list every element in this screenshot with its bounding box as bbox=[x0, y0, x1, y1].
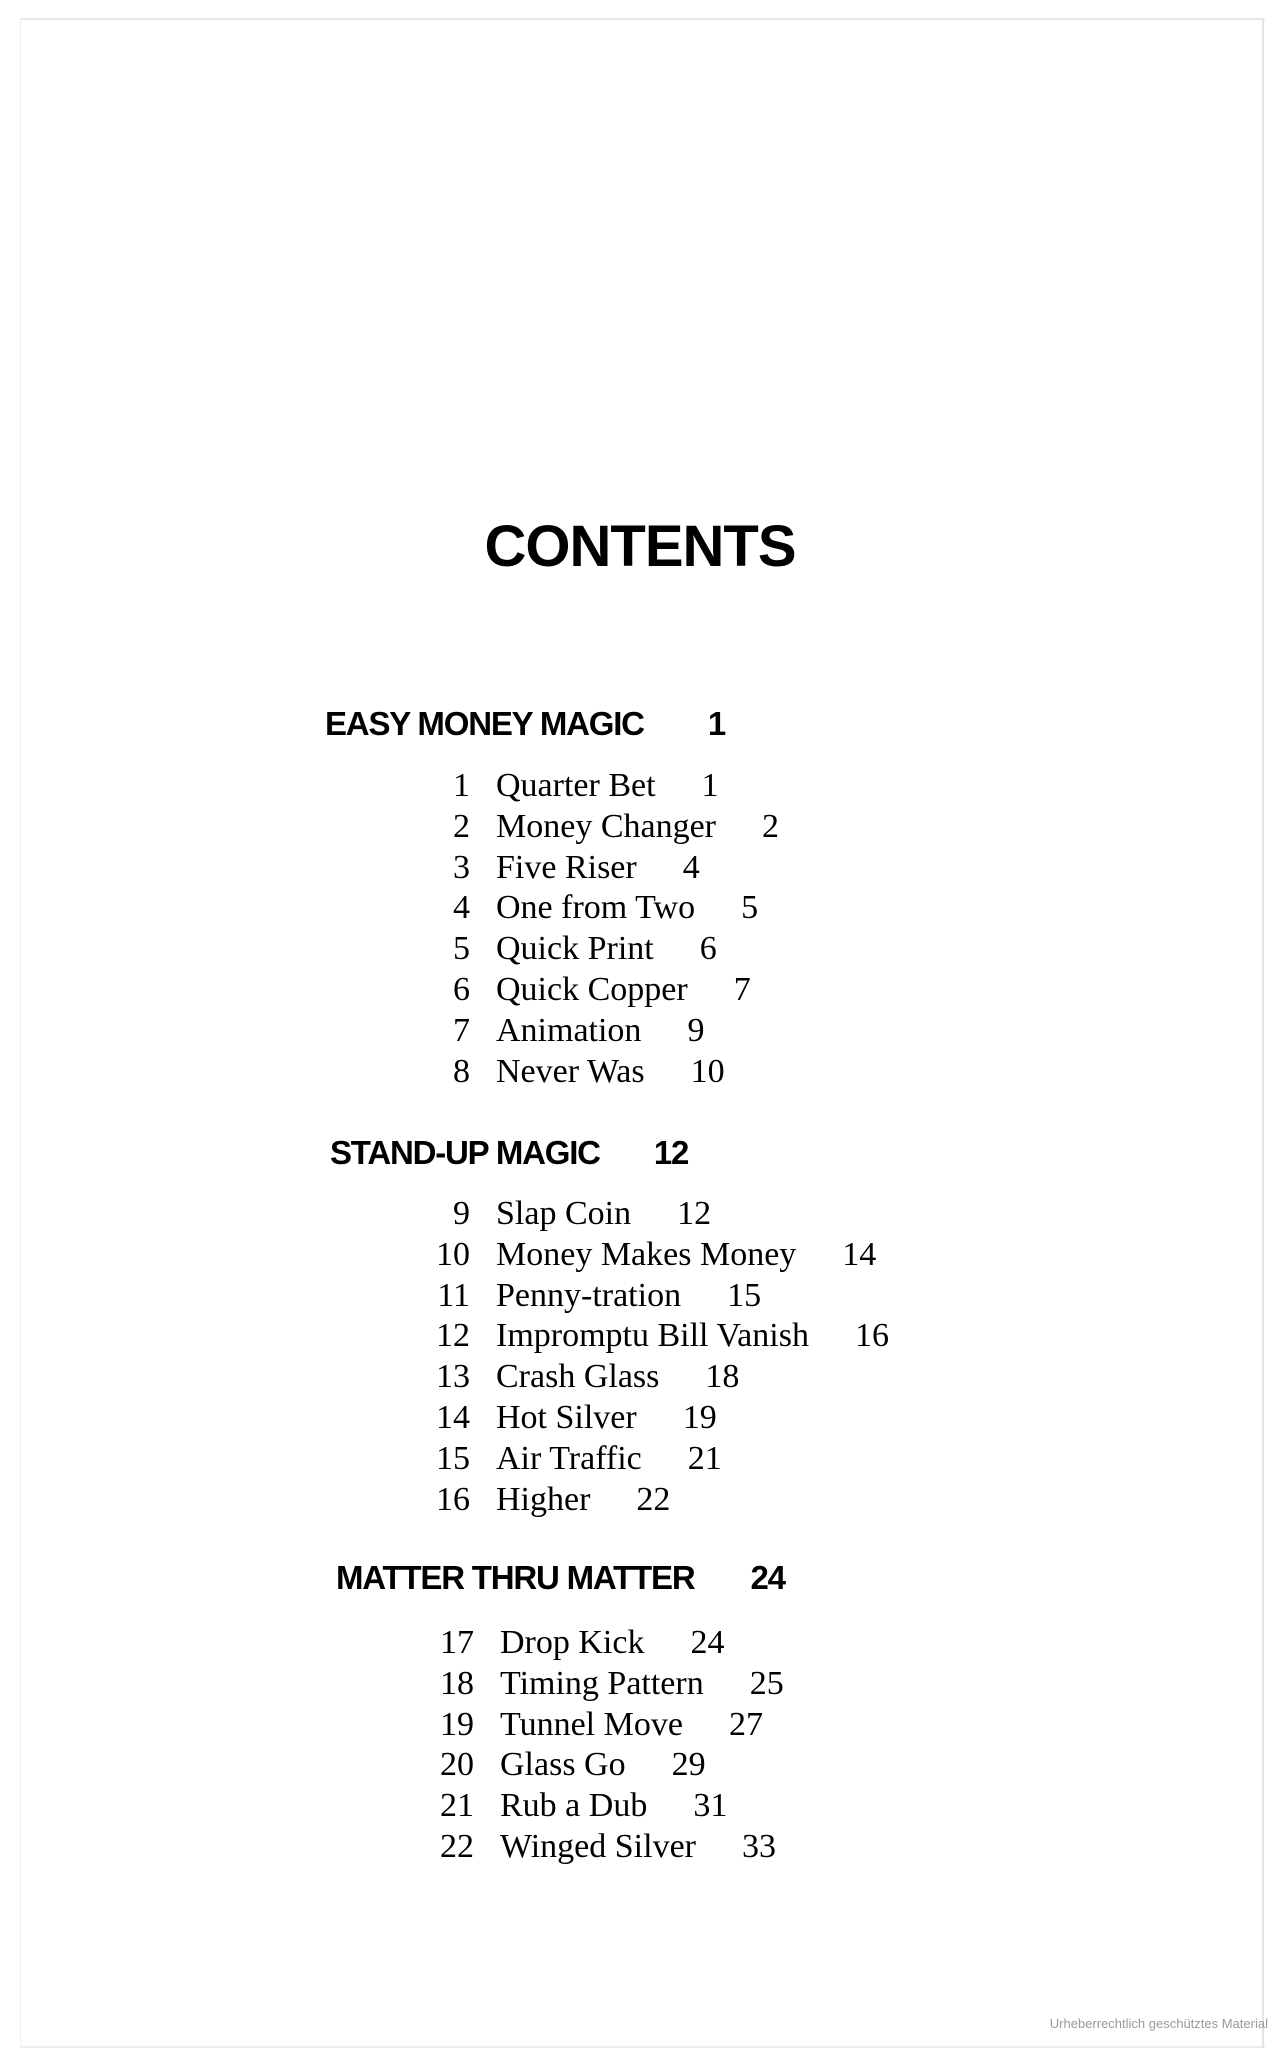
entry-title: Quick Print bbox=[496, 930, 654, 968]
entry-title: Impromptu Bill Vanish bbox=[496, 1317, 809, 1355]
entry-title: Quarter Bet bbox=[496, 767, 656, 804]
entry-title: Timing Pattern bbox=[500, 1664, 704, 1702]
entry-page: 15 bbox=[727, 1276, 762, 1314]
scan-edge-bottom bbox=[20, 2046, 1265, 2048]
entry-page: 4 bbox=[682, 848, 700, 886]
entry-title: Penny-tration bbox=[496, 1276, 682, 1314]
entry-title: Quick Copper bbox=[496, 970, 688, 1008]
entry-number: 9 bbox=[453, 1195, 470, 1232]
entry-page: 12 bbox=[677, 1195, 712, 1232]
entry-page: 31 bbox=[693, 1787, 728, 1825]
page-title: CONTENTS bbox=[484, 514, 796, 579]
entry-number: 10 bbox=[436, 1235, 470, 1273]
entry-title: Animation bbox=[496, 1011, 642, 1049]
toc-entry[interactable] bbox=[432, 1623, 784, 1664]
entry-page: 33 bbox=[741, 1827, 776, 1865]
toc-entry[interactable] bbox=[428, 1011, 779, 1052]
entry-page: 18 bbox=[705, 1358, 740, 1396]
entry-number: 17 bbox=[440, 1624, 474, 1661]
entry-title: Tunnel Move bbox=[500, 1705, 683, 1743]
entry-number: 12 bbox=[436, 1317, 470, 1355]
entry-page: 2 bbox=[762, 807, 780, 845]
entry-page: 9 bbox=[687, 1011, 705, 1049]
entry-page: 5 bbox=[741, 889, 759, 927]
entry-page: 14 bbox=[842, 1235, 877, 1273]
entry-page: 16 bbox=[854, 1317, 889, 1355]
toc-entry[interactable] bbox=[432, 1827, 784, 1868]
toc-entry[interactable] bbox=[428, 1480, 889, 1521]
toc-entry[interactable] bbox=[428, 1235, 889, 1276]
scan-edge-top bbox=[20, 18, 1265, 20]
scan-edge-right bbox=[1262, 18, 1264, 2048]
section-heading-matter-thru-matter bbox=[336, 1558, 785, 1598]
toc-entry[interactable] bbox=[432, 1705, 784, 1746]
entry-number: 15 bbox=[436, 1439, 470, 1477]
entry-number: 7 bbox=[453, 1011, 470, 1049]
entry-page: 25 bbox=[749, 1664, 784, 1702]
section-heading-stand-up-magic bbox=[330, 1133, 688, 1173]
entry-title: Winged Silver bbox=[500, 1827, 696, 1865]
entry-page: 29 bbox=[671, 1746, 706, 1784]
entry-title: Never Was bbox=[496, 1052, 645, 1090]
section-heading-label: MATTER THRU MATTER bbox=[336, 1559, 695, 1596]
scan-edge-left bbox=[20, 18, 21, 2048]
toc-entry[interactable] bbox=[428, 1052, 779, 1093]
toc-entry[interactable] bbox=[432, 1745, 784, 1786]
toc-list-easy-money-magic bbox=[428, 766, 779, 1092]
entry-page: 19 bbox=[682, 1398, 717, 1436]
section-heading-easy-money-magic bbox=[325, 704, 725, 744]
entry-number: 19 bbox=[440, 1705, 474, 1743]
toc-entry[interactable] bbox=[428, 1398, 889, 1439]
entry-title: Higher bbox=[496, 1480, 591, 1518]
section-heading-label: EASY MONEY MAGIC bbox=[325, 705, 644, 742]
entry-number: 11 bbox=[437, 1276, 470, 1314]
entry-page: 24 bbox=[690, 1624, 725, 1661]
toc-entry[interactable] bbox=[428, 848, 779, 889]
entry-number: 3 bbox=[453, 848, 470, 886]
entry-title: Money Changer bbox=[496, 807, 717, 845]
section-heading-page: 1 bbox=[707, 705, 725, 742]
entry-page: 22 bbox=[636, 1480, 671, 1518]
entry-number: 1 bbox=[453, 767, 470, 804]
entry-number: 21 bbox=[440, 1787, 474, 1825]
entry-page: 1 bbox=[701, 767, 719, 804]
section-heading-page: 12 bbox=[653, 1134, 689, 1171]
entry-title: Crash Glass bbox=[496, 1358, 660, 1396]
entry-page: 6 bbox=[699, 930, 717, 968]
entry-number: 18 bbox=[440, 1664, 474, 1702]
entry-title: Five Riser bbox=[496, 848, 637, 886]
copyright-watermark: Urheberrechtlich geschütztes Material bbox=[1049, 2016, 1268, 2031]
entry-number: 4 bbox=[453, 889, 470, 927]
entry-title: Slap Coin bbox=[496, 1195, 632, 1232]
toc-entry[interactable] bbox=[428, 970, 779, 1011]
entry-number: 6 bbox=[453, 970, 470, 1008]
entry-title: One from Two bbox=[496, 889, 696, 927]
toc-entry[interactable] bbox=[428, 1357, 889, 1398]
entry-number: 13 bbox=[436, 1358, 470, 1396]
entry-title: Glass Go bbox=[500, 1746, 626, 1784]
entry-page: 10 bbox=[690, 1052, 725, 1090]
toc-list-stand-up-magic bbox=[428, 1194, 889, 1520]
toc-list-matter-thru-matter bbox=[432, 1623, 784, 1868]
entry-number: 20 bbox=[440, 1746, 474, 1784]
entry-number: 16 bbox=[436, 1480, 470, 1518]
toc-entry[interactable] bbox=[432, 1664, 784, 1705]
entry-page: 21 bbox=[687, 1439, 722, 1477]
entry-number: 2 bbox=[453, 807, 470, 845]
entry-page: 7 bbox=[733, 970, 751, 1008]
entry-title: Hot Silver bbox=[496, 1398, 637, 1436]
section-heading-label: STAND-UP MAGIC bbox=[330, 1134, 600, 1171]
toc-entry[interactable] bbox=[428, 1276, 889, 1317]
toc-entry[interactable] bbox=[432, 1786, 784, 1827]
toc-entry[interactable] bbox=[428, 1439, 889, 1480]
entry-title: Air Traffic bbox=[496, 1439, 642, 1477]
entry-number: 22 bbox=[440, 1827, 474, 1865]
entry-title: Rub a Dub bbox=[500, 1787, 648, 1825]
toc-entry[interactable] bbox=[428, 807, 779, 848]
toc-entry[interactable] bbox=[428, 1194, 889, 1235]
entry-number: 8 bbox=[453, 1052, 470, 1090]
section-heading-page: 24 bbox=[750, 1559, 785, 1596]
toc-entry[interactable] bbox=[428, 929, 779, 970]
toc-entry[interactable] bbox=[428, 888, 779, 929]
entry-title: Drop Kick bbox=[500, 1624, 645, 1661]
entry-page: 27 bbox=[728, 1705, 763, 1743]
entry-number: 14 bbox=[436, 1398, 470, 1436]
entry-title: Money Makes Money bbox=[496, 1235, 797, 1273]
toc-entry[interactable] bbox=[428, 1316, 889, 1357]
toc-entry[interactable] bbox=[428, 766, 779, 807]
entry-number: 5 bbox=[453, 930, 470, 968]
